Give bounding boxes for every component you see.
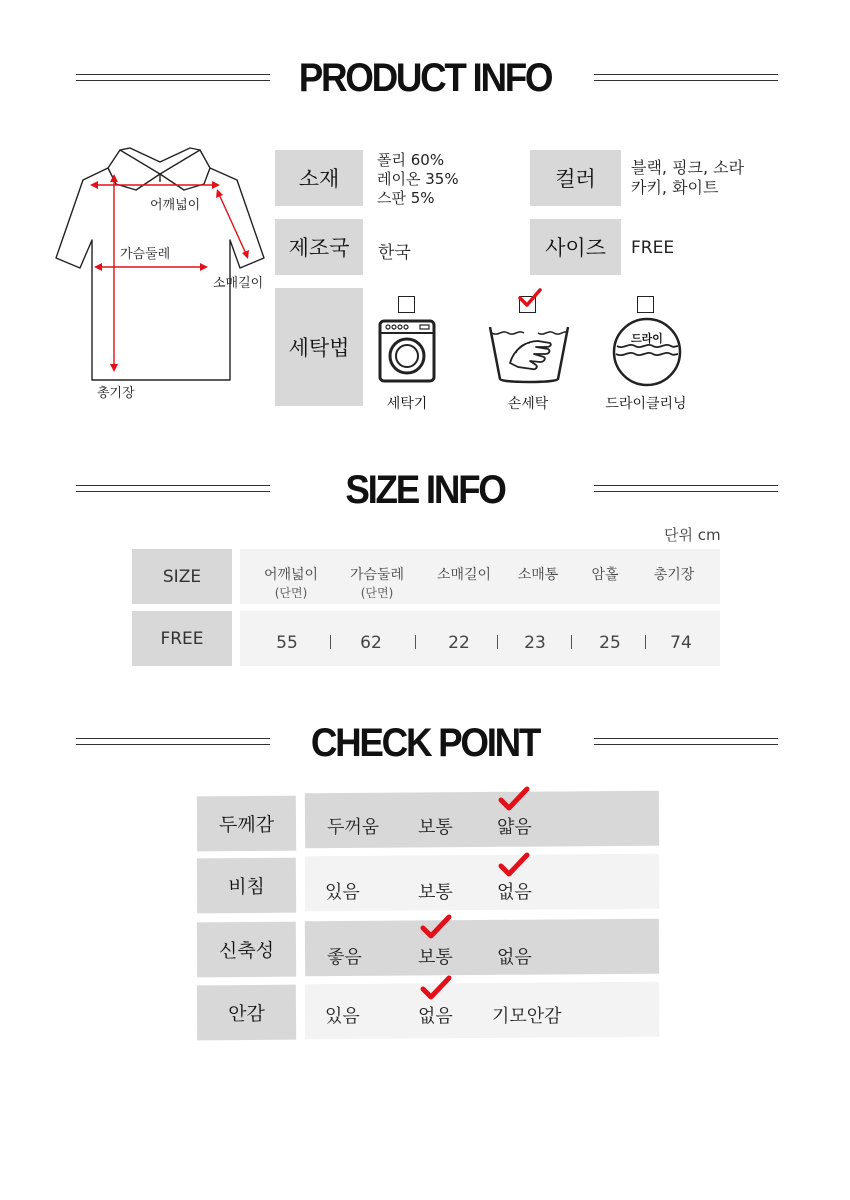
wash-option-dry <box>586 292 706 412</box>
hand-wash-icon <box>488 319 570 387</box>
wash-option-hand <box>468 292 588 412</box>
checkmark-icon <box>420 914 452 940</box>
wash-checkbox[interactable] <box>398 296 415 313</box>
material-label: 소재 <box>298 167 340 191</box>
wash-option-label: 세탁기 <box>386 396 428 412</box>
check-row-label: 비침 <box>228 875 265 899</box>
size-label: 사이즈 <box>545 236 606 260</box>
diagram-label-chest: 가슴둘레 <box>120 247 171 262</box>
column-name: 소매길이 <box>436 567 492 583</box>
size-header-divider <box>232 549 240 604</box>
origin-label: 제조국 <box>288 236 350 260</box>
size-value-cell: 74 <box>670 633 692 653</box>
color-line: 블랙, 핑크, 소라 <box>631 158 745 177</box>
size-value-cell: 23 <box>524 633 546 653</box>
unit-label: 단위 cm <box>664 526 721 544</box>
color-label-cell <box>530 150 621 206</box>
column-name: 암홀 <box>591 567 619 583</box>
value-separator <box>645 635 646 649</box>
check-row-label-cell <box>197 858 296 914</box>
diagram-label-sleeve: 소매길이 <box>213 276 264 291</box>
product-info-heading: PRODUCT INFO <box>298 56 552 100</box>
diagram-label-length: 총기장 <box>97 386 135 401</box>
size-value-cell: 22 <box>448 633 470 653</box>
color-line: 카키, 화이트 <box>631 178 719 197</box>
checkmark-icon <box>518 288 542 308</box>
material-line: 레이온 35% <box>377 170 459 188</box>
size-column-header <box>337 566 417 602</box>
check-row-label-cell <box>197 796 296 852</box>
column-name: 어깨넓이 <box>263 567 319 583</box>
size-value: FREE <box>631 238 675 258</box>
check-row-label: 두께감 <box>218 813 275 837</box>
size-column-header <box>424 566 504 584</box>
check-option: 있음 <box>325 1006 360 1027</box>
color-values <box>631 158 744 198</box>
material-label-cell <box>275 150 363 206</box>
check-option: 보통 <box>418 817 453 838</box>
check-option-selected: 없음 <box>418 1006 453 1027</box>
column-name: 가슴둘레 <box>349 567 405 583</box>
size-column-header <box>251 566 331 602</box>
size-row-label <box>132 611 232 666</box>
check-option: 기모안감 <box>492 1006 562 1027</box>
column-sub: (단면) <box>274 586 308 600</box>
dry-clean-icon <box>611 316 683 388</box>
check-option: 좋음 <box>327 947 362 968</box>
material-line: 폴리 60% <box>377 151 445 169</box>
column-name: 총기장 <box>653 567 695 583</box>
wash-checkbox[interactable] <box>637 296 654 313</box>
check-option-selected: 보통 <box>418 947 453 968</box>
size-info-heading: SIZE INFO <box>345 468 505 512</box>
diagram-label-shoulder: 어깨넓이 <box>150 198 201 213</box>
size-value-cell: 55 <box>276 633 298 653</box>
checkmark-icon <box>420 975 452 1001</box>
check-row-label: 안감 <box>228 1002 265 1026</box>
garment-diagram <box>50 140 275 405</box>
size-label-cell <box>530 219 621 275</box>
column-sub: (단면) <box>360 586 394 600</box>
size-value-cell: 25 <box>599 633 621 653</box>
value-separator <box>415 635 416 649</box>
check-point-heading: CHECK POINT <box>310 721 540 765</box>
color-label: 컬러 <box>555 167 596 191</box>
value-separator <box>330 635 331 649</box>
check-option: 두꺼움 <box>327 817 380 838</box>
dry-icon-text: 드라이 <box>631 332 663 345</box>
size-column-header <box>565 566 645 584</box>
origin-value: 한국 <box>378 243 411 263</box>
column-name: 소매통 <box>517 567 559 583</box>
check-option: 있음 <box>325 882 360 903</box>
value-separator <box>497 635 498 649</box>
checkmark-icon <box>498 786 530 812</box>
check-row-label-cell <box>197 922 296 978</box>
check-option: 없음 <box>497 947 532 968</box>
material-values <box>377 151 459 208</box>
origin-label-cell <box>275 219 363 275</box>
size-row-header <box>132 549 232 604</box>
wash-option-label: 드라이클리닝 <box>605 396 687 412</box>
check-row-label: 신축성 <box>218 939 275 963</box>
size-column-header <box>634 566 714 584</box>
checkmark-icon <box>498 852 530 878</box>
check-option: 보통 <box>418 882 453 903</box>
wash-label: 세탁법 <box>288 336 350 360</box>
check-option-selected: 없음 <box>497 882 532 903</box>
check-row-label-cell <box>197 985 296 1041</box>
value-separator <box>571 635 572 649</box>
size-row-label-text: FREE <box>160 628 204 649</box>
washing-machine-icon <box>378 319 436 383</box>
check-option-selected: 얇음 <box>497 817 532 838</box>
wash-option-machine <box>347 292 467 412</box>
size-row-header-text: SIZE <box>162 566 202 587</box>
material-line: 스판 5% <box>377 189 435 207</box>
wash-option-label: 손세탁 <box>507 396 549 412</box>
size-value-cell: 62 <box>360 633 382 653</box>
